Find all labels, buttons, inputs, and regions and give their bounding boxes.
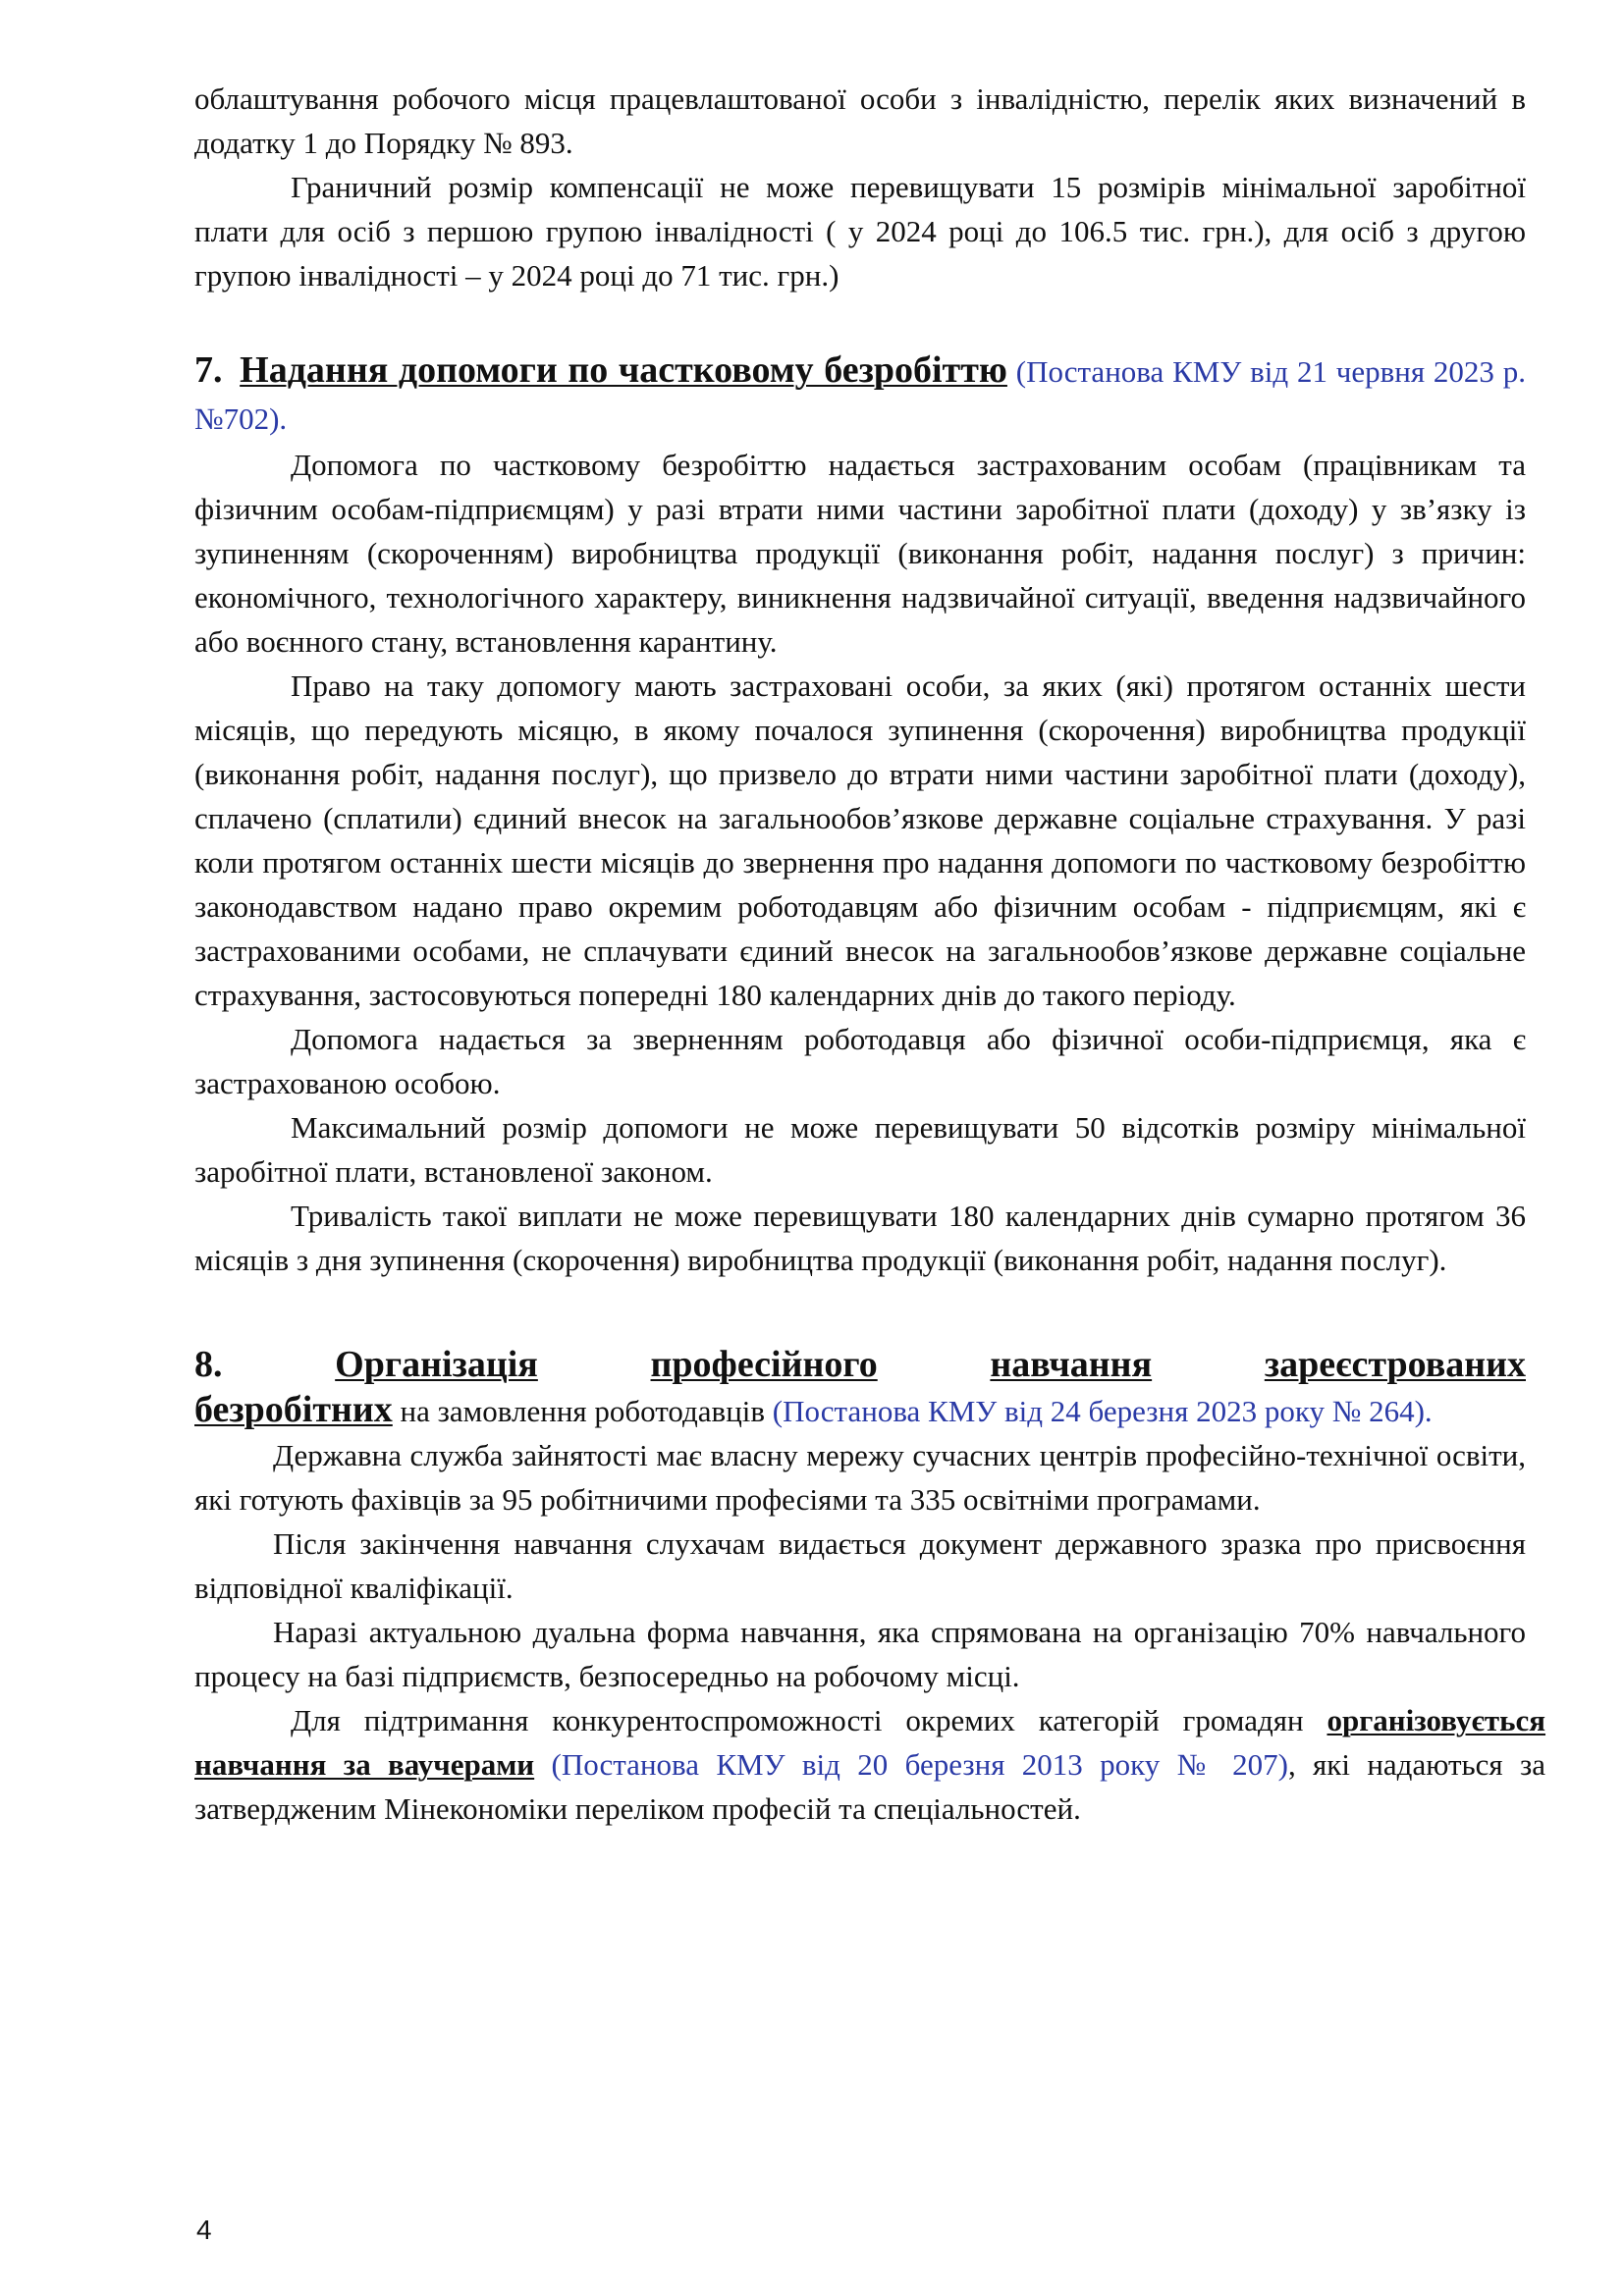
section-7-paragraph-5: Тривалість такої виплати не може перевищувати 180 календарних днів сумарно протягом 36 місяців з дня зупинення (скорочення) виробництва продукції (виконання робіт, надання послуг).	[194, 1199, 1526, 1277]
section-7-title: Надання допомоги по частковому безробіттю	[240, 349, 1007, 391]
section-8-title-suffix: на замовлення роботодавців	[400, 1394, 766, 1428]
section-8-paragraph-3: Наразі актуальною дуальна форма навчання, яка спрямована на організацію 70% навчального процесу на базі підприємств, безпосередньо на робочому місці.	[194, 1615, 1526, 1693]
voucher-reference: (Постанова КМУ від 20 березня 2013 року № 207)	[551, 1747, 1288, 1782]
section-7	[194, 347, 1526, 1282]
section-7-paragraph-4: Максимальний розмір допомоги не може перевищувати 50 відсотків розміру мінімальної заробітної плати, встановленої законом.	[194, 1110, 1526, 1189]
section-7-paragraph-3: Допомога надається за зверненням роботодавця або фізичної особи-підприємця, яка є застрахованою особою.	[194, 1022, 1526, 1100]
voucher-tail: , які надаються за затвердженим Мінекономіки переліком професій та спеціальностей.	[194, 1747, 1546, 1826]
section-8-number: 8.	[194, 1344, 223, 1385]
intro-paragraph-1: облаштування робочого місця працевлаштованої особи з інвалідністю, перелік яких визначений в додатку 1 до Порядку № 893.	[194, 81, 1526, 160]
section-8-paragraph-2: Після закінчення навчання слухачам видається документ державного зразка про присвоєння відповідної кваліфікації.	[194, 1526, 1526, 1605]
section-7-heading	[194, 347, 1526, 443]
section-8	[194, 1341, 1546, 1831]
section-8-title-word-1: Організація	[335, 1344, 538, 1385]
section-8-title-word-2: професійного	[650, 1344, 878, 1385]
section-8-reference: (Постанова КМУ від 24 березня 2023 року № 264).	[772, 1394, 1433, 1428]
section-7-number: 7.	[194, 349, 223, 391]
section-8-voucher-paragraph	[194, 1698, 1545, 1831]
intro-paragraph-2: Граничний розмір компенсації не може перевищувати 15 розмірів мінімальної заробітної плати для осіб з першою групою інвалідності ( у 2024 році до 106.5 тис. грн.), для осіб з другою групою інвалідності – у 2024 році до 71 тис. грн.)	[194, 170, 1526, 293]
page-number: 4	[196, 2215, 212, 2245]
section-8-paragraph-1: Державна служба зайнятості має власну мережу сучасних центрів професійно-технічної освіти, які готують фахівців за 95 робітничими професіями та 335 освітніми програмами.	[194, 1438, 1526, 1517]
voucher-lead: Для підтримання конкурентоспроможності окремих категорій громадян	[291, 1703, 1304, 1737]
section-8-title-word-4: зареєстрованих	[1264, 1344, 1526, 1385]
section-7-paragraph-2: Право на таку допомогу мають застраховані особи, за яких (які) протягом останніх шести місяців, що передують місяцю, в якому почалося зупинення (скорочення) виробництва продукції (виконання робіт, надання послуг), що призвело до втрати ними частини заробітної плати (доходу), сплачено (сплатили) єдиний внесок на загальнообов’язкове державне соціальне страхування. У разі коли протягом останніх шести місяців до звернення про надання допомоги по частковому безробіттю законодавством надано право окремим роботодавцям або фізичним особам - підприємцям, які є застрахованими особами, не сплачувати єдиний внесок на загальнообов’язкове державне соціальне страхування, застосовуються попередні 180 календарних днів до такого періоду.	[194, 668, 1526, 1012]
voucher-emphasis: організовується навчання за ваучерами	[194, 1703, 1546, 1782]
section-8-heading-line-2	[194, 1388, 1526, 1433]
section-7-paragraph-1: Допомога по частковому безробіттю надається застрахованим особам (працівникам та фізичним особам-підприємцям) у разі втрати ними частини заробітної плати (доходу) у зв’язку із зупиненням (скороченням) виробництва продукції (виконання робіт, надання послуг) з причин: економічного, технологічного характеру, виникнення надзвичайної ситуації, введення надзвичайного або воєнного стану, встановлення карантину.	[194, 448, 1526, 659]
section-8-title-word-3: навчання	[990, 1344, 1153, 1385]
section-7-reference: (Постанова КМУ від 21 червня 2023 р. №702).	[194, 354, 1527, 436]
section-8-title-end: безробітних	[194, 1389, 393, 1430]
section-8-heading-line-1	[194, 1341, 1526, 1388]
